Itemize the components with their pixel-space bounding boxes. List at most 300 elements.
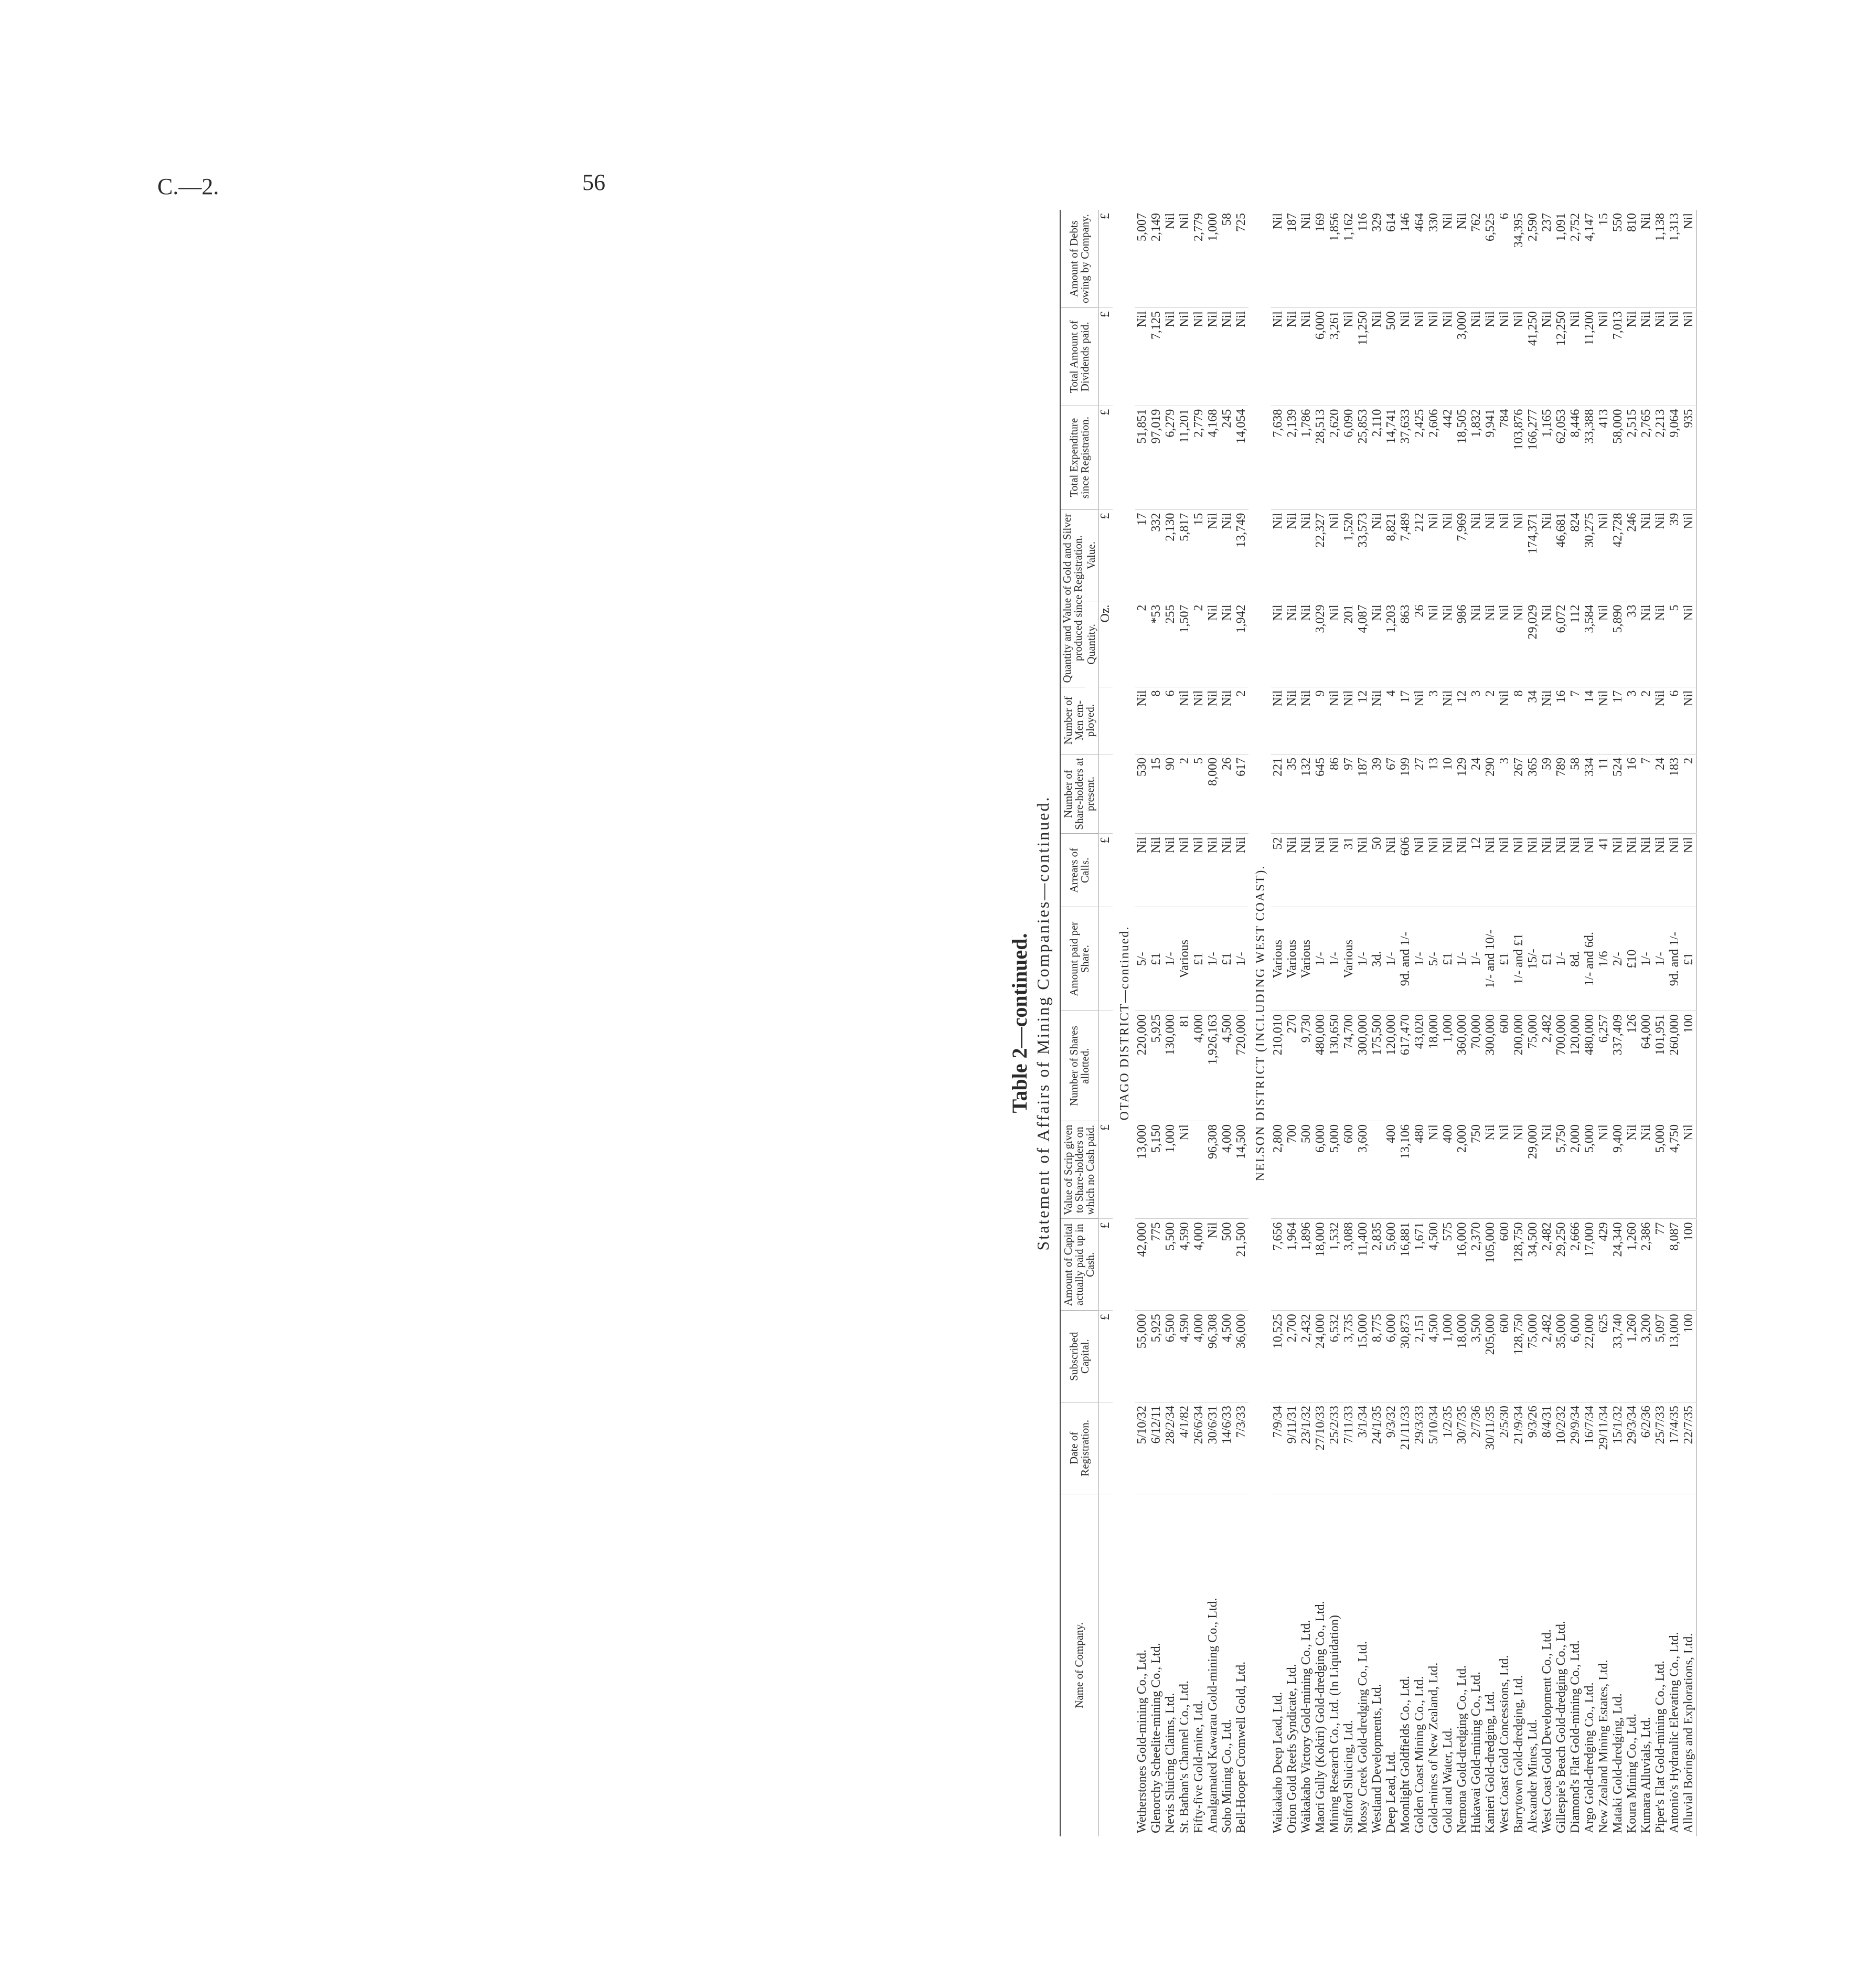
cell-shares: 64,000 [1639,1011,1653,1121]
cell-scrip: 96,308 [1206,1121,1220,1219]
cell-paid: 77 [1653,1219,1668,1311]
cell-holders: 7 [1639,754,1653,834]
table-row [1206,210,1220,1836]
cell-arrears: Nil [1682,834,1696,907]
cell-shares: 75,000 [1526,1011,1540,1121]
cell-men: 2 [1234,687,1248,754]
cell-paid: 3,088 [1342,1219,1356,1311]
cell-date: 25/2/33 [1328,1402,1342,1494]
cell-arrears: 52 [1271,834,1285,907]
cell-shares: 300,000 [1484,1011,1498,1121]
cell-subscribed: 15,000 [1356,1311,1370,1402]
cell-name: Bell-Hooper Cromwell Gold, Ltd. [1234,1661,1248,1833]
cell-shares: 70,000 [1469,1011,1484,1121]
table-row [1484,210,1498,1836]
header-shares: Number of Shares allotted. [1060,1011,1098,1121]
cell-value: 22,327 [1314,509,1328,601]
table-row [1178,210,1192,1836]
section-row-otago [1113,210,1135,1836]
cell-men: Nil [1653,687,1668,754]
cell-paid: 34,500 [1526,1219,1540,1311]
cell-subscribed: 13,000 [1668,1311,1682,1402]
cell-arrears: Nil [1583,834,1597,907]
cell-expenditure: 97,019 [1149,406,1164,509]
cell-date: 15/1/32 [1611,1402,1625,1494]
cell-debts: 5,007 [1135,210,1149,308]
cell-name: New Zealand Mining Estates, Ltd. [1597,1660,1610,1833]
cell-scrip: Nil [1682,1121,1696,1219]
cell-name: Kumara Alluvials, Ltd. [1639,1717,1653,1833]
cell-dividends: 3,000 [1455,308,1469,406]
cell-per-share: £1 [1149,907,1164,1011]
cell-holders: 13 [1427,754,1441,834]
cell-name: Glenorchy Scheelite-mining Co., Ltd. [1149,1643,1163,1833]
cell-men: Nil [1135,687,1149,754]
cell-arrears: Nil [1484,834,1498,907]
table-row [1597,210,1611,1836]
cell-date: 22/7/35 [1682,1402,1696,1494]
cell-per-share: 1/- and 10/- [1484,907,1498,1011]
cell-name: Fifty-five Gold-mine, Ltd. [1192,1700,1205,1833]
cell-paid: 1,964 [1285,1219,1299,1311]
cell-dividends: Nil [1135,308,1149,406]
cell-value: Nil [1427,509,1441,601]
cell-per-share: 8d. [1568,907,1583,1011]
cell-arrears: Nil [1135,834,1149,907]
cell-per-share: £10 [1625,907,1639,1011]
cell-shares: 1,000 [1441,1011,1455,1121]
cell-shares: 480,000 [1583,1011,1597,1121]
cell-subscribed: 1,260 [1625,1311,1639,1402]
cell-scrip: Nil [1540,1121,1554,1219]
cell-subscribed: 3,200 [1639,1311,1653,1402]
cell-arrears: Nil [1427,834,1441,907]
cell-expenditure: 1,786 [1299,406,1314,509]
cell-men: 12 [1356,687,1370,754]
cell-expenditure: 51,851 [1135,406,1149,509]
cell-per-share: 1/- [1455,907,1469,1011]
cell-scrip: 13,000 [1135,1121,1149,1219]
cell-value: Nil [1498,509,1512,601]
cell-per-share: £1 [1192,907,1206,1011]
cell-arrears: 31 [1342,834,1356,907]
cell-value: 42,728 [1611,509,1625,601]
cell-per-share: 1/- [1653,907,1668,1011]
cell-arrears: Nil [1498,834,1512,907]
cell-shares: 337,409 [1611,1011,1625,1121]
table-row [1413,210,1427,1836]
cell-subscribed: 75,000 [1526,1311,1540,1402]
cell-paid: 16,881 [1399,1219,1413,1311]
cell-debts: 15 [1597,210,1611,308]
cell-debts: Nil [1682,210,1696,308]
cell-subscribed: 35,000 [1554,1311,1568,1402]
cell-value: 30,275 [1583,509,1597,601]
cell-debts: 725 [1234,210,1248,308]
cell-per-share: £1 [1441,907,1455,1011]
cell-dividends: Nil [1639,308,1653,406]
cell-paid: 21,500 [1234,1219,1248,1311]
cell-holders: 90 [1164,754,1178,834]
cell-men: Nil [1498,687,1512,754]
cell-holders: 39 [1370,754,1384,834]
cell-men: 7 [1568,687,1583,754]
cell-shares: 720,000 [1234,1011,1248,1121]
cell-expenditure: 28,513 [1314,406,1328,509]
cell-shares: 4,500 [1220,1011,1234,1121]
cell-debts: 2,149 [1149,210,1164,308]
cell-paid: 16,000 [1455,1219,1469,1311]
cell-qty: 2 [1192,601,1206,687]
unit-value: £ [1098,509,1113,601]
cell-men: Nil [1441,687,1455,754]
cell-name: Barrytown Gold-dredging, Ltd. [1512,1675,1525,1833]
cell-debts: 116 [1356,210,1370,308]
cell-qty: Nil [1370,601,1384,687]
cell-expenditure: 6,279 [1164,406,1178,509]
cell-date: 4/1/82 [1178,1402,1192,1494]
cell-qty: 33 [1625,601,1639,687]
cell-shares: 360,000 [1455,1011,1469,1121]
cell-debts: 34,395 [1512,210,1526,308]
cell-shares: 270 [1285,1011,1299,1121]
cell-dividends: Nil [1469,308,1484,406]
cell-subscribed: 2,432 [1299,1311,1314,1402]
cell-holders: 183 [1668,754,1682,834]
cell-scrip: 2,800 [1271,1121,1285,1219]
cell-debts: 4,147 [1583,210,1597,308]
table-row [1314,210,1328,1836]
cell-dividends: Nil [1441,308,1455,406]
cell-shares: 600 [1498,1011,1512,1121]
cell-debts: 550 [1611,210,1625,308]
cell-men: Nil [1540,687,1554,754]
cell-expenditure: 2,765 [1639,406,1653,509]
header-date: Date of Registration. [1060,1402,1098,1494]
table-row [1526,210,1540,1836]
cell-name: Nemona Gold-dredging Co., Ltd. [1455,1665,1469,1833]
cell-date: 24/1/35 [1370,1402,1384,1494]
cell-scrip: 2,000 [1568,1121,1583,1219]
cell-expenditure: 33,388 [1583,406,1597,509]
cell-qty: 1,507 [1178,601,1192,687]
unit-expenditure: £ [1098,406,1113,509]
cell-scrip: 4,750 [1668,1121,1682,1219]
cell-scrip [1192,1121,1206,1219]
cell-name: Nevis Sluicing Claims, Ltd. [1164,1693,1177,1833]
cell-qty: Nil [1469,601,1484,687]
table-row [1299,210,1314,1836]
cell-debts: 1,856 [1328,210,1342,308]
cell-value: 13,749 [1234,509,1248,601]
header-men: Number of Men em-ployed. [1060,687,1098,754]
cell-qty: Nil [1682,601,1696,687]
cell-debts: Nil [1164,210,1178,308]
cell-shares: 6,257 [1597,1011,1611,1121]
cell-dividends: 7,013 [1611,308,1625,406]
cell-value: 2,130 [1164,509,1178,601]
cell-paid: 1,532 [1328,1219,1342,1311]
cell-name: Alexander Mines, Ltd. [1526,1719,1540,1833]
cell-arrears: Nil [1625,834,1639,907]
cell-scrip: 14,500 [1234,1121,1248,1219]
cell-scrip: 13,106 [1399,1121,1413,1219]
cell-subscribed: 4,500 [1427,1311,1441,1402]
cell-date: 29/11/34 [1597,1402,1611,1494]
cell-per-share: 9d. and 1/- [1668,907,1682,1011]
unit-subscribed: £ [1098,1311,1113,1402]
cell-dividends: Nil [1413,308,1427,406]
cell-shares: 260,000 [1668,1011,1682,1121]
cell-men: Nil [1299,687,1314,754]
cell-subscribed: 33,740 [1611,1311,1625,1402]
cell-subscribed: 4,500 [1220,1311,1234,1402]
table-row [1668,210,1682,1836]
cell-subscribed: 3,735 [1342,1311,1356,1402]
cell-scrip: Nil [1639,1121,1653,1219]
cell-scrip: 400 [1384,1121,1399,1219]
cell-name: Waikakaho Victory Gold-mining Co., Ltd. [1299,1620,1313,1833]
cell-date: 2/5/30 [1498,1402,1512,1494]
cell-arrears: Nil [1611,834,1625,907]
cell-qty: *53 [1149,601,1164,687]
cell-qty: Nil [1540,601,1554,687]
cell-subscribed: 24,000 [1314,1311,1328,1402]
cell-shares: 120,000 [1384,1011,1399,1121]
cell-shares: 130,000 [1164,1011,1178,1121]
cell-men: Nil [1178,687,1192,754]
cell-scrip: 5,150 [1149,1121,1164,1219]
cell-name: Waikakaho Deep Lead, Ltd. [1271,1692,1285,1833]
cell-value: 5,817 [1178,509,1192,601]
cell-value: Nil [1682,509,1696,601]
cell-subscribed: 30,873 [1399,1311,1413,1402]
cell-name: Maori Gully (Kokiri) Gold-dredging Co., Ltd. [1314,1601,1327,1833]
cell-dividends: Nil [1342,308,1356,406]
cell-expenditure: 14,741 [1384,406,1399,509]
cell-debts: 614 [1384,210,1399,308]
table-row [1682,210,1696,1836]
cell-scrip: 480 [1413,1121,1427,1219]
cell-men: Nil [1220,687,1234,754]
cell-subscribed: 6,000 [1384,1311,1399,1402]
cell-qty: 6,072 [1554,601,1568,687]
cell-per-share: 9d. and 1/- [1399,907,1413,1011]
cell-paid: 128,750 [1512,1219,1526,1311]
cell-scrip: 600 [1342,1121,1356,1219]
cell-value: 15 [1192,509,1206,601]
cell-men: Nil [1370,687,1384,754]
table-row [1455,210,1469,1836]
cell-debts: 2,590 [1526,210,1540,308]
cell-qty: 1,942 [1234,601,1248,687]
cell-debts: Nil [1299,210,1314,308]
cell-date: 3/1/34 [1356,1402,1370,1494]
table-row [1271,210,1285,1836]
cell-date: 21/9/34 [1512,1402,1526,1494]
cell-holders: 67 [1384,754,1399,834]
cell-expenditure: 245 [1220,406,1234,509]
cell-name: Gold-mines of New Zealand, Ltd. [1427,1662,1440,1833]
cell-dividends: 12,250 [1554,308,1568,406]
cell-date: 5/10/34 [1427,1402,1441,1494]
cell-scrip: 700 [1285,1121,1299,1219]
table-row [1328,210,1342,1836]
cell-date: 8/4/31 [1540,1402,1554,1494]
cell-holders: 187 [1356,754,1370,834]
cell-dividends: Nil [1653,308,1668,406]
cell-shares: 617,470 [1399,1011,1413,1121]
cell-holders: 290 [1484,754,1498,834]
cell-qty: 5,890 [1611,601,1625,687]
cell-paid: Nil [1206,1219,1220,1311]
unit-debts: £ [1098,210,1113,308]
cell-expenditure: 1,832 [1469,406,1484,509]
cell-holders: 221 [1271,754,1285,834]
cell-men: 34 [1526,687,1540,754]
cell-expenditure: 7,638 [1271,406,1285,509]
cell-value: Nil [1441,509,1455,601]
cell-qty: Nil [1498,601,1512,687]
cell-men: 17 [1399,687,1413,754]
cell-arrears: Nil [1653,834,1668,907]
cell-debts: 810 [1625,210,1639,308]
cell-debts: Nil [1271,210,1285,308]
cell-qty: Nil [1441,601,1455,687]
cell-qty: 201 [1342,601,1356,687]
cell-qty: Nil [1512,601,1526,687]
cell-dividends: 41,250 [1526,308,1540,406]
cell-scrip: Nil [1512,1121,1526,1219]
cell-holders: 129 [1455,754,1469,834]
cell-shares: 100 [1682,1011,1696,1121]
cell-men: Nil [1682,687,1696,754]
cell-paid: 2,482 [1540,1219,1554,1311]
cell-expenditure: 62,053 [1554,406,1568,509]
cell-men: 2 [1639,687,1653,754]
cell-value: Nil [1285,509,1299,601]
cell-dividends: 6,000 [1314,308,1328,406]
cell-paid: 2,666 [1568,1219,1583,1311]
cell-value: Nil [1597,509,1611,601]
cell-arrears: Nil [1455,834,1469,907]
cell-date: 10/2/32 [1554,1402,1568,1494]
cell-name: Piper's Flat Gold-mining Co., Ltd. [1653,1661,1667,1833]
cell-paid: 2,835 [1370,1219,1384,1311]
cell-qty: Nil [1220,601,1234,687]
cell-paid: 11,400 [1356,1219,1370,1311]
cell-date: 9/3/32 [1384,1402,1399,1494]
cell-shares: 5,925 [1149,1011,1164,1121]
cell-men: Nil [1342,687,1356,754]
cell-debts: 1,138 [1653,210,1668,308]
cell-dividends: Nil [1597,308,1611,406]
cell-value: Nil [1484,509,1498,601]
cell-debts: Nil [1639,210,1653,308]
table-row [1540,210,1554,1836]
cell-arrears: Nil [1668,834,1682,907]
cell-men: Nil [1413,687,1427,754]
cell-expenditure: 935 [1682,406,1696,509]
cell-paid: 24,340 [1611,1219,1625,1311]
cell-holders: 789 [1554,754,1568,834]
cell-paid: 1,896 [1299,1219,1314,1311]
cell-qty: 255 [1164,601,1178,687]
cell-name: Orion Gold Reefs Syndicate, Ltd. [1285,1664,1299,1833]
cell-date: 14/6/33 [1220,1402,1234,1494]
cell-holders: 58 [1568,754,1583,834]
cell-per-share: 5/- [1135,907,1149,1011]
cell-holders: 199 [1399,754,1413,834]
cell-holders: 8,000 [1206,754,1220,834]
cell-expenditure: 2,213 [1653,406,1668,509]
cell-men: 2 [1484,687,1498,754]
cell-qty: Nil [1653,601,1668,687]
cell-scrip: 4,000 [1220,1121,1234,1219]
cell-value: Nil [1271,509,1285,601]
table-row [1469,210,1484,1836]
table-row [1583,210,1597,1836]
cell-date: 23/1/32 [1299,1402,1314,1494]
cell-dividends: Nil [1285,308,1299,406]
cell-holders: 365 [1526,754,1540,834]
cell-shares: 18,000 [1427,1011,1441,1121]
table-row [1625,210,1639,1836]
cell-qty: 26 [1413,601,1427,687]
cell-per-share: 1/- [1413,907,1427,1011]
cell-men: Nil [1206,687,1220,754]
cell-holders: 132 [1299,754,1314,834]
cell-dividends: Nil [1512,308,1526,406]
cell-date: 7/3/33 [1234,1402,1248,1494]
cell-debts: 6,525 [1484,210,1498,308]
cell-subscribed: 3,500 [1469,1311,1484,1402]
cell-name: West Coast Gold Development Co., Ltd. [1540,1629,1554,1833]
cell-arrears: Nil [1554,834,1568,907]
cell-qty: 112 [1568,601,1583,687]
cell-qty: Nil [1484,601,1498,687]
cell-dividends: Nil [1568,308,1583,406]
cell-shares: 1,926,163 [1206,1011,1220,1121]
table-row [1399,210,1413,1836]
cell-arrears: Nil [1220,834,1234,907]
cell-arrears: Nil [1299,834,1314,907]
cell-expenditure: 166,277 [1526,406,1540,509]
cell-scrip: Nil [1484,1121,1498,1219]
cell-debts: 329 [1370,210,1384,308]
header-expenditure: Total Expenditure since Registration. [1060,406,1098,509]
cell-per-share: 3d. [1370,907,1384,1011]
cell-scrip: 1,000 [1164,1121,1178,1219]
cell-holders: 334 [1583,754,1597,834]
cell-shares: 9,730 [1299,1011,1314,1121]
cell-paid: 17,000 [1583,1219,1597,1311]
cell-men: Nil [1271,687,1285,754]
cell-value: 174,371 [1526,509,1540,601]
cell-date: 21/11/33 [1399,1402,1413,1494]
cell-expenditure: 8,446 [1568,406,1583,509]
cell-per-share: 1/- [1164,907,1178,1011]
table-row [1568,210,1583,1836]
cell-dividends: Nil [1484,308,1498,406]
cell-per-share: 2/- [1611,907,1625,1011]
header-gold-group: Quantity and Value of Gold and Silver produced since Registration. [1060,509,1085,687]
mining-companies-table [1060,210,1712,1836]
cell-dividends: 7,125 [1149,308,1164,406]
cell-debts: Nil [1455,210,1469,308]
cell-scrip: 6,000 [1314,1121,1328,1219]
cell-debts: 237 [1540,210,1554,308]
